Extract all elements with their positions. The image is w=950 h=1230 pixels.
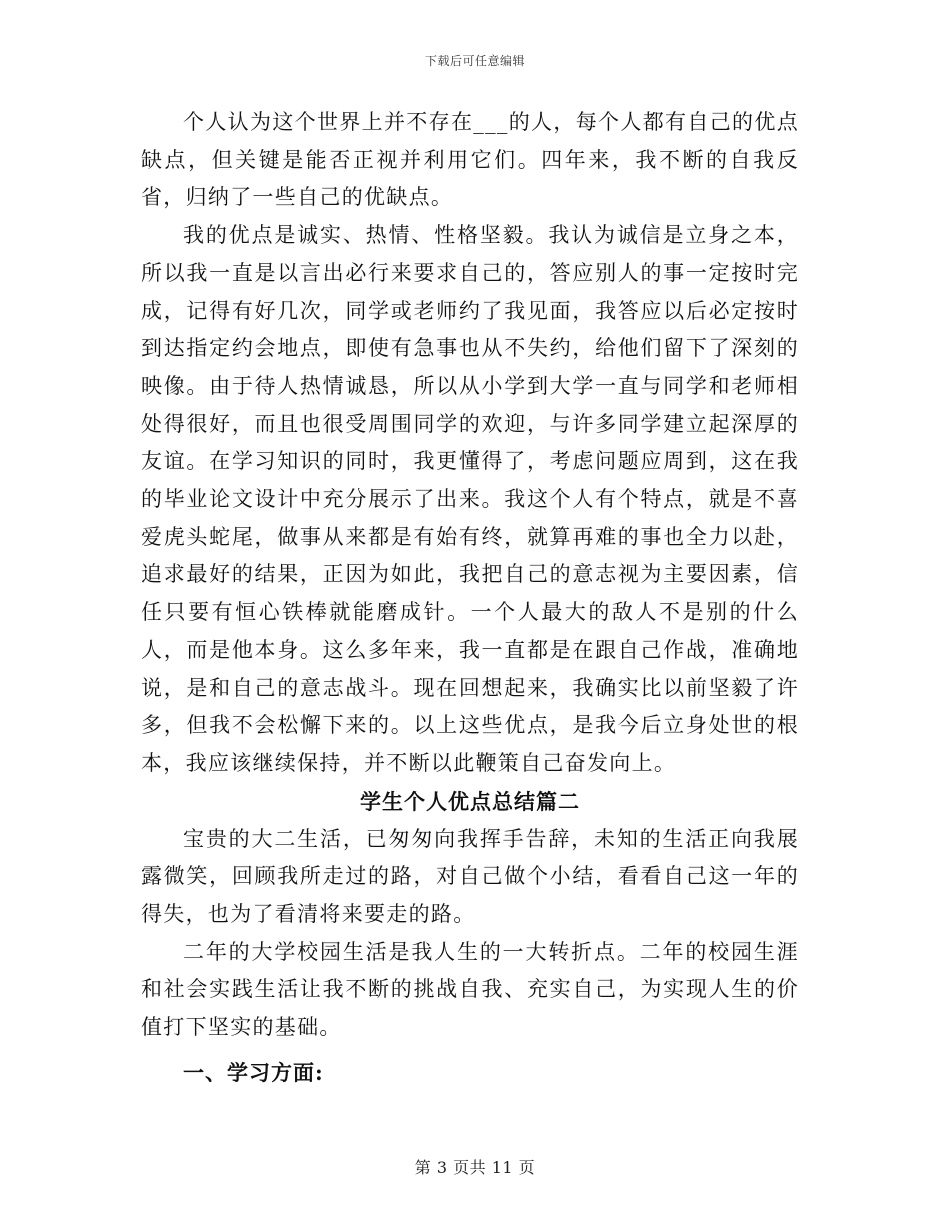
document-body bbox=[141, 104, 799, 1093]
paragraph-strengths: 我的优点是诚实、热情、性格坚毅。我认为诚信是立身之本，所以我一直是以言出必行来要求自己的，答应别人的事一定按时完成，记得有好几次，同学或老师约了我见面，我答应以后必定按时到达指定约会地点，即使有急事也从不失约，给他们留下了深刻的映像。由于待人热情诚恳，所以从小学到大学一直与同学和老师相处得很好，而且也很受周围同学的欢迎，与许多同学建立起深厚的友谊。在学习知识的同时，我更懂得了，考虑问题应周到，这在我的毕业论文设计中充分展示了出来。我这个人有个特点，就是不喜爱虎头蛇尾，做事从来都是有始有终，就算再难的事也全力以赴，追求最好的结果，正因为如此，我把自己的意志视为主要因素，信任只要有恒心铁棒就能磨成针。一个人最大的敌人不是别的什么人，而是他本身。这么多年来，我一直都是在跟自己作战，准确地说，是和自己的意志战斗。现在回想起来，我确实比以前坚毅了许多，但我不会松懈下来的。以上这些优点，是我今后立身处世的根本，我应该继续保持，并不断以此鞭策自己奋发向上。 bbox=[141, 223, 799, 775]
page-number: 第 3 页共 11 页 bbox=[414, 1158, 536, 1177]
paragraph-campus-life: 二年的大学校园生活是我人生的一大转折点。二年的校园生涯和社会实践生活让我不断的挑战自我、充实自己，为实现人生的价值打下坚实的基础。 bbox=[141, 939, 799, 1040]
subheading-study: 一、学习方面: bbox=[183, 1059, 324, 1085]
paragraph-intro: 个人认为这个世界上并不存在___的人，每个人都有自己的优点缺点，但关键是能否正视并利用它们。四年来，我不断的自我反省，归纳了一些自己的优缺点。 bbox=[141, 110, 799, 210]
header-note: 下载后可任意编辑 bbox=[424, 54, 525, 68]
paragraph-sophomore-life: 宝贵的大二生活，已匆匆向我挥手告辞，未知的生活正向我展露微笑，回顾我所走过的路，对自己做个小结，看看自己这一年的得失，也为了看清将来要走的路。 bbox=[141, 826, 799, 927]
section-title: 学生个人优点总结篇二 bbox=[360, 788, 580, 814]
